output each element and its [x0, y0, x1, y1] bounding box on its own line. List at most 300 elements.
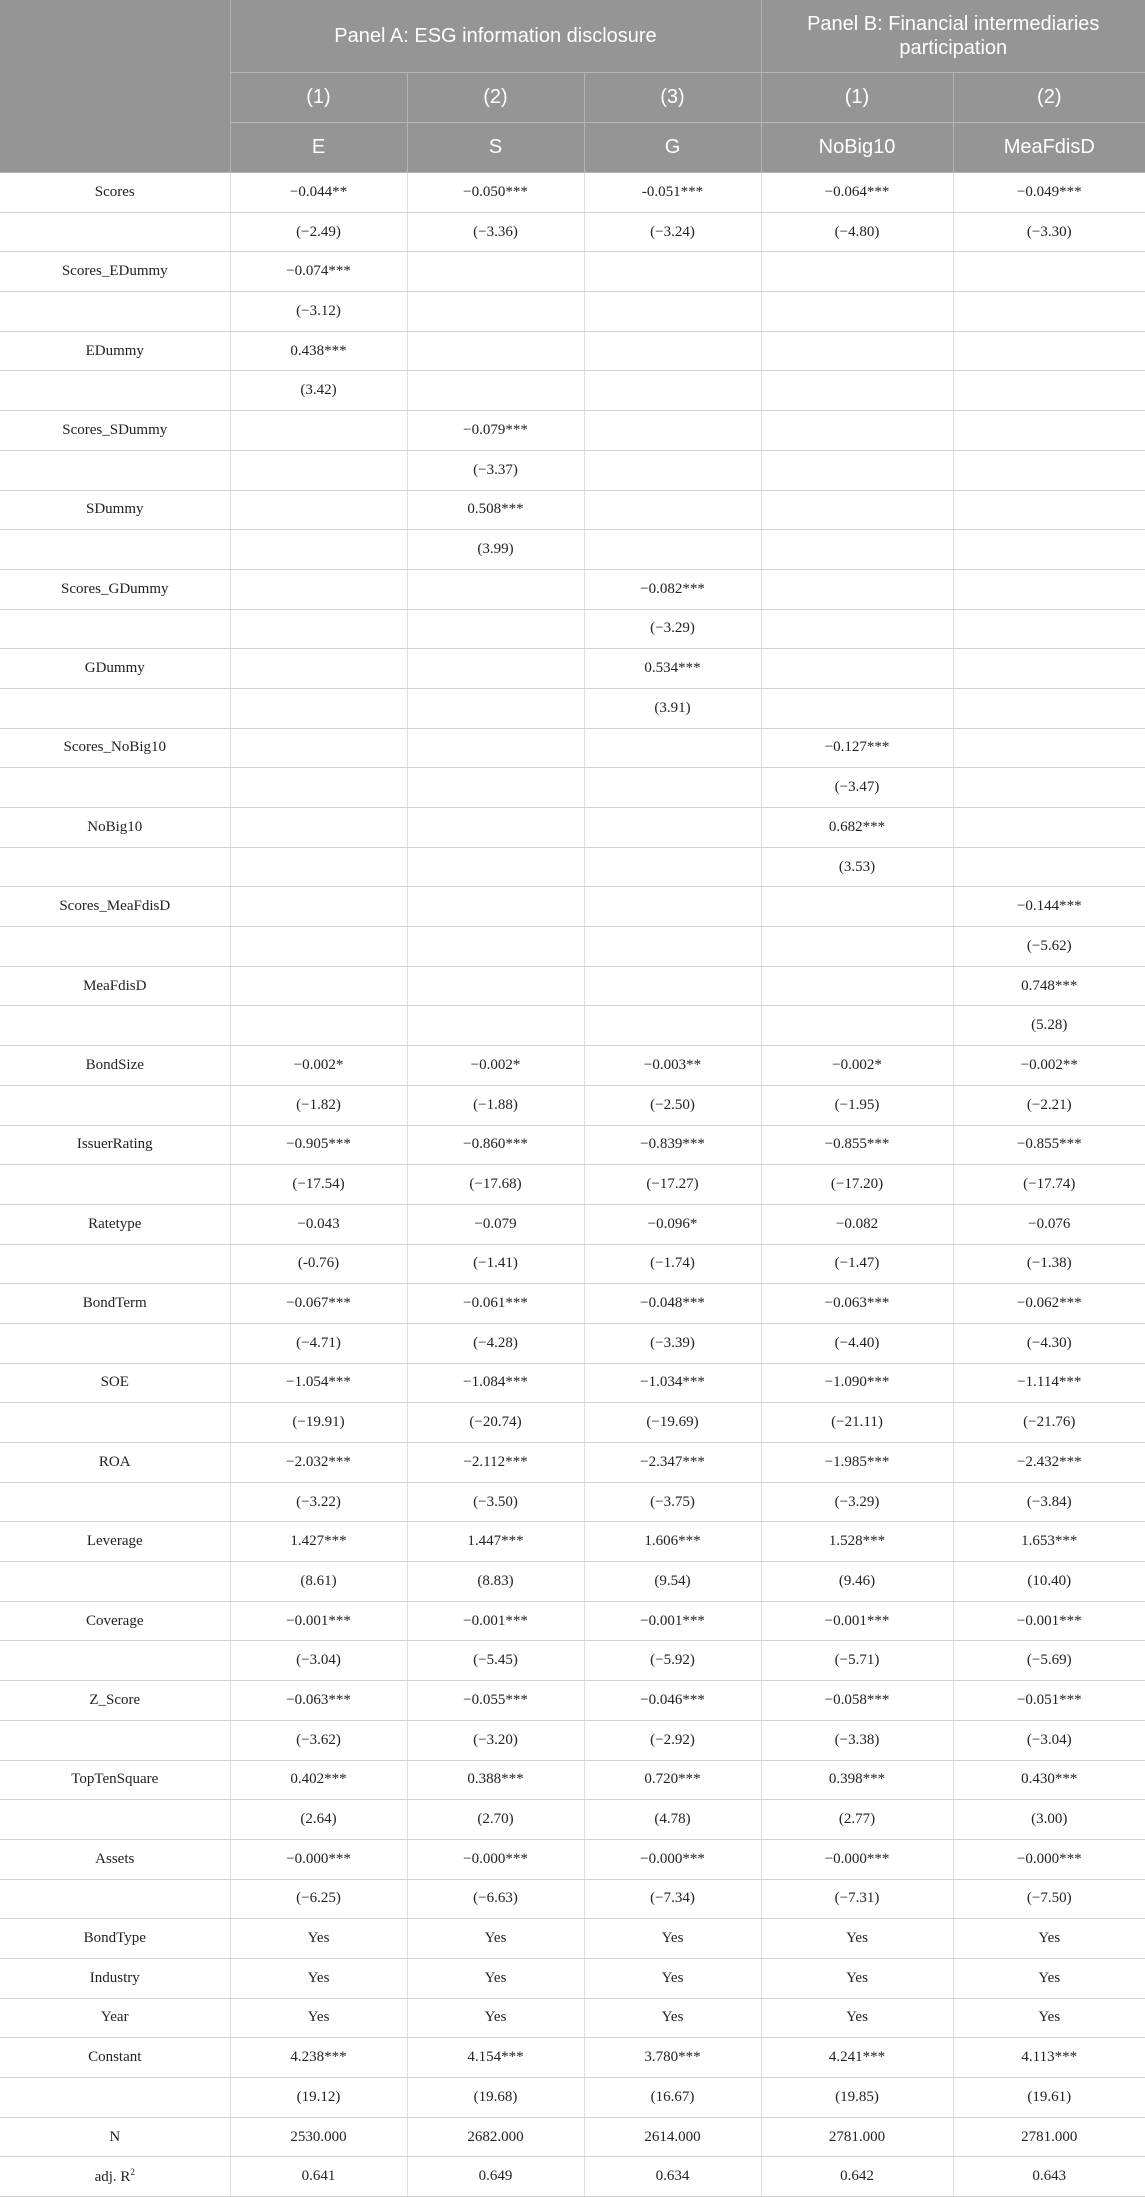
table-cell: (3.00) — [953, 1800, 1145, 1840]
table-cell: 3.780*** — [584, 2038, 761, 2078]
table-cell — [584, 1006, 761, 1046]
table-row — [0, 1443, 1145, 1483]
table-cell: 0.643 — [953, 2157, 1145, 2197]
table-cell — [761, 371, 953, 411]
table-cell — [761, 609, 953, 649]
table-row — [0, 173, 1145, 213]
table-cell: −2.112*** — [407, 1443, 584, 1483]
table-cell — [407, 847, 584, 887]
table-cell: −0.001*** — [407, 1601, 584, 1641]
table-cell: −0.043 — [230, 1204, 407, 1244]
table-cell: 1.528*** — [761, 1522, 953, 1562]
row-label: SOE — [0, 1363, 230, 1403]
table-cell — [953, 371, 1145, 411]
table-cell — [407, 252, 584, 292]
table-cell: 0.508*** — [407, 490, 584, 530]
row-label: Scores_SDummy — [0, 411, 230, 451]
row-label — [0, 609, 230, 649]
table-cell: 1.427*** — [230, 1522, 407, 1562]
table-row — [0, 1800, 1145, 1840]
table-cell: (−6.25) — [230, 1879, 407, 1919]
table-cell: (19.12) — [230, 2078, 407, 2118]
table-cell — [953, 728, 1145, 768]
row-label — [0, 688, 230, 728]
table-cell: −0.855*** — [761, 1125, 953, 1165]
table-cell — [761, 966, 953, 1006]
table-row — [0, 1839, 1145, 1879]
table-cell — [953, 847, 1145, 887]
table-row — [0, 292, 1145, 332]
table-cell: (−5.45) — [407, 1641, 584, 1681]
table-cell: (−1.38) — [953, 1244, 1145, 1284]
table-cell: −0.074*** — [230, 252, 407, 292]
col-name: E — [230, 123, 407, 173]
table-row — [0, 411, 1145, 451]
row-label: N — [0, 2117, 230, 2157]
table-row — [0, 808, 1145, 848]
table-row — [0, 450, 1145, 490]
table-cell — [953, 808, 1145, 848]
row-label: GDummy — [0, 649, 230, 689]
table-cell — [761, 450, 953, 490]
table-cell: (−4.71) — [230, 1323, 407, 1363]
table-row — [0, 569, 1145, 609]
table-row — [0, 490, 1145, 530]
table-cell: (3.99) — [407, 530, 584, 570]
row-label-text: adj. R — [94, 2169, 131, 2186]
table-cell: −0.000*** — [230, 1839, 407, 1879]
row-label — [0, 927, 230, 967]
table-cell: 1.447*** — [407, 1522, 584, 1562]
table-cell — [407, 649, 584, 689]
table-cell: (−7.50) — [953, 1879, 1145, 1919]
table-row — [0, 1681, 1145, 1721]
table-cell: (8.61) — [230, 1562, 407, 1602]
table-header — [0, 0, 1145, 173]
table-cell — [407, 927, 584, 967]
table-cell: 0.438*** — [230, 331, 407, 371]
table-cell: −0.055*** — [407, 1681, 584, 1721]
row-label: Coverage — [0, 1601, 230, 1641]
table-cell: Yes — [953, 1919, 1145, 1959]
table-cell — [230, 490, 407, 530]
table-cell: 0.649 — [407, 2157, 584, 2197]
row-label: IssuerRating — [0, 1125, 230, 1165]
table-cell — [230, 530, 407, 570]
table-cell — [407, 887, 584, 927]
row-label — [0, 1800, 230, 1840]
table-cell: Yes — [953, 1958, 1145, 1998]
table-cell — [761, 887, 953, 927]
table-row — [0, 331, 1145, 371]
table-cell: Yes — [584, 1919, 761, 1959]
table-cell: −0.002* — [761, 1046, 953, 1086]
table-cell: (−3.30) — [953, 212, 1145, 252]
table-cell: 2614.000 — [584, 2117, 761, 2157]
row-label: Z_Score — [0, 1681, 230, 1721]
table-cell: (−3.22) — [230, 1482, 407, 1522]
table-cell: −0.061*** — [407, 1284, 584, 1324]
table-row — [0, 1998, 1145, 2038]
table-cell: (19.68) — [407, 2078, 584, 2118]
table-cell: (−2.21) — [953, 1085, 1145, 1125]
table-cell — [953, 411, 1145, 451]
table-cell: (19.85) — [761, 2078, 953, 2118]
table-cell — [584, 292, 761, 332]
table-cell: (−3.37) — [407, 450, 584, 490]
table-row — [0, 1879, 1145, 1919]
table-cell: −0.076 — [953, 1204, 1145, 1244]
table-cell: 0.398*** — [761, 1760, 953, 1800]
table-cell: 4.154*** — [407, 2038, 584, 2078]
table-row — [0, 887, 1145, 927]
table-cell: −0.127*** — [761, 728, 953, 768]
table-cell: (−5.92) — [584, 1641, 761, 1681]
table-row — [0, 1323, 1145, 1363]
table-cell: (−17.54) — [230, 1165, 407, 1205]
table-cell: −0.002* — [407, 1046, 584, 1086]
table-body — [0, 173, 1145, 2197]
table-cell: Yes — [761, 1958, 953, 1998]
row-label — [0, 212, 230, 252]
table-row — [0, 2078, 1145, 2118]
table-row — [0, 1085, 1145, 1125]
row-label — [0, 1323, 230, 1363]
table-cell: 4.238*** — [230, 2038, 407, 2078]
table-cell: −1.034*** — [584, 1363, 761, 1403]
table-cell — [953, 331, 1145, 371]
table-row — [0, 530, 1145, 570]
table-cell: 0.388*** — [407, 1760, 584, 1800]
table-cell — [761, 490, 953, 530]
table-cell — [953, 649, 1145, 689]
table-row — [0, 1601, 1145, 1641]
row-label — [0, 1244, 230, 1284]
table-cell: (−17.27) — [584, 1165, 761, 1205]
table-row — [0, 1284, 1145, 1324]
table-cell: −0.002** — [953, 1046, 1145, 1086]
table-cell: (−1.95) — [761, 1085, 953, 1125]
table-cell — [230, 966, 407, 1006]
table-row — [0, 1006, 1145, 1046]
table-cell — [761, 569, 953, 609]
row-label: NoBig10 — [0, 808, 230, 848]
table-cell — [230, 768, 407, 808]
table-cell: (−3.24) — [584, 212, 761, 252]
table-cell: −0.082 — [761, 1204, 953, 1244]
table-cell: 0.641 — [230, 2157, 407, 2197]
table-cell: (−2.92) — [584, 1720, 761, 1760]
table-row — [0, 1720, 1145, 1760]
row-label: Ratetype — [0, 1204, 230, 1244]
table-row — [0, 1125, 1145, 1165]
row-label — [0, 292, 230, 332]
table-cell — [230, 649, 407, 689]
table-row — [0, 1482, 1145, 1522]
table-cell: 0.534*** — [584, 649, 761, 689]
table-cell: (3.42) — [230, 371, 407, 411]
table-row — [0, 1403, 1145, 1443]
table-cell: (−3.75) — [584, 1482, 761, 1522]
table-cell: 0.430*** — [953, 1760, 1145, 1800]
table-cell: (−19.69) — [584, 1403, 761, 1443]
table-cell: −0.046*** — [584, 1681, 761, 1721]
table-cell: (9.46) — [761, 1562, 953, 1602]
table-cell: −1.090*** — [761, 1363, 953, 1403]
table-cell: (−4.80) — [761, 212, 953, 252]
table-cell — [761, 331, 953, 371]
table-cell — [953, 490, 1145, 530]
table-cell: (9.54) — [584, 1562, 761, 1602]
table-cell — [584, 887, 761, 927]
table-cell: (−1.47) — [761, 1244, 953, 1284]
table-cell: (−19.91) — [230, 1403, 407, 1443]
table-cell: (−3.04) — [230, 1641, 407, 1681]
table-cell: −0.048*** — [584, 1284, 761, 1324]
row-label — [0, 1720, 230, 1760]
row-label: Constant — [0, 2038, 230, 2078]
table-row — [0, 2038, 1145, 2078]
table-row — [0, 1363, 1145, 1403]
table-cell: 4.241*** — [761, 2038, 953, 2078]
table-cell: (8.83) — [407, 1562, 584, 1602]
table-cell: −0.000*** — [761, 1839, 953, 1879]
table-cell: −0.905*** — [230, 1125, 407, 1165]
panel-b-title: Panel B: Financial intermediaries participation — [761, 0, 1145, 73]
table-cell — [584, 728, 761, 768]
table-cell: −0.063*** — [230, 1681, 407, 1721]
table-cell: (4.78) — [584, 1800, 761, 1840]
table-cell: −0.067*** — [230, 1284, 407, 1324]
table-cell: 2781.000 — [953, 2117, 1145, 2157]
table-cell — [584, 331, 761, 371]
table-cell: (−1.82) — [230, 1085, 407, 1125]
table-row — [0, 1204, 1145, 1244]
table-cell — [407, 688, 584, 728]
col-number: (3) — [584, 73, 761, 123]
table-cell: 2682.000 — [407, 2117, 584, 2157]
table-cell: −0.000*** — [953, 1839, 1145, 1879]
table-cell: (−17.68) — [407, 1165, 584, 1205]
table-row — [0, 1641, 1145, 1681]
table-cell — [407, 768, 584, 808]
table-cell: (10.40) — [953, 1562, 1145, 1602]
table-row — [0, 688, 1145, 728]
table-cell: −0.000*** — [407, 1839, 584, 1879]
table-cell — [761, 688, 953, 728]
row-label: BondTerm — [0, 1284, 230, 1324]
table-cell — [407, 808, 584, 848]
table-cell — [584, 450, 761, 490]
table-cell: (5.28) — [953, 1006, 1145, 1046]
table-cell — [584, 966, 761, 1006]
table-cell: Yes — [407, 1919, 584, 1959]
table-row — [0, 927, 1145, 967]
row-label: Scores_EDummy — [0, 252, 230, 292]
table-cell — [953, 569, 1145, 609]
table-cell: −0.001*** — [584, 1601, 761, 1641]
table-row — [0, 1562, 1145, 1602]
col-name: MeaFdisD — [953, 123, 1145, 173]
table-row — [0, 2157, 1145, 2197]
table-cell: (19.61) — [953, 2078, 1145, 2118]
table-cell — [953, 530, 1145, 570]
table-cell — [953, 292, 1145, 332]
table-row — [0, 728, 1145, 768]
row-label — [0, 1562, 230, 1602]
row-label: ROA — [0, 1443, 230, 1483]
table-cell: −0.001*** — [230, 1601, 407, 1641]
row-label: Industry — [0, 1958, 230, 1998]
table-cell: 0.720*** — [584, 1760, 761, 1800]
table-cell: (−1.74) — [584, 1244, 761, 1284]
row-label — [0, 847, 230, 887]
row-label: Scores_NoBig10 — [0, 728, 230, 768]
table-cell — [953, 252, 1145, 292]
row-label: Assets — [0, 1839, 230, 1879]
table-cell: −0.064*** — [761, 173, 953, 213]
table-cell: −0.860*** — [407, 1125, 584, 1165]
table-cell: −0.144*** — [953, 887, 1145, 927]
table-cell — [761, 252, 953, 292]
table-cell — [230, 728, 407, 768]
row-label: SDummy — [0, 490, 230, 530]
table-cell: −0.000*** — [584, 1839, 761, 1879]
table-row — [0, 1760, 1145, 1800]
table-cell: Yes — [230, 1998, 407, 2038]
table-cell: (−17.20) — [761, 1165, 953, 1205]
table-cell — [230, 609, 407, 649]
row-label — [0, 1165, 230, 1205]
row-label — [0, 530, 230, 570]
table-cell: (2.70) — [407, 1800, 584, 1840]
table-cell: (−5.62) — [953, 927, 1145, 967]
table-cell: −0.050*** — [407, 173, 584, 213]
table-cell: (−4.40) — [761, 1323, 953, 1363]
table-cell: (-0.76) — [230, 1244, 407, 1284]
table-cell — [761, 411, 953, 451]
table-cell: −0.063*** — [761, 1284, 953, 1324]
table-cell: (−3.47) — [761, 768, 953, 808]
table-cell — [230, 450, 407, 490]
table-cell: −0.096* — [584, 1204, 761, 1244]
table-row — [0, 252, 1145, 292]
panel-a-title: Panel A: ESG information disclosure — [230, 0, 761, 73]
table-cell — [407, 728, 584, 768]
table-cell — [584, 411, 761, 451]
table-cell — [407, 966, 584, 1006]
row-label — [0, 768, 230, 808]
row-label: Scores_MeaFdisD — [0, 887, 230, 927]
table-cell: (−2.49) — [230, 212, 407, 252]
table-cell — [407, 609, 584, 649]
table-cell: 4.113*** — [953, 2038, 1145, 2078]
table-cell: 0.682*** — [761, 808, 953, 848]
table-cell: 1.606*** — [584, 1522, 761, 1562]
table-cell: 0.402*** — [230, 1760, 407, 1800]
row-label-superscript: 2 — [130, 2167, 135, 2178]
table-row — [0, 768, 1145, 808]
row-label — [0, 1482, 230, 1522]
table-cell — [230, 887, 407, 927]
col-number: (2) — [407, 73, 584, 123]
table-cell: (2.77) — [761, 1800, 953, 1840]
table-row — [0, 966, 1145, 1006]
table-cell: −0.001*** — [953, 1601, 1145, 1641]
table-cell: Yes — [407, 1998, 584, 2038]
table-cell: 1.653*** — [953, 1522, 1145, 1562]
table-cell: (−4.30) — [953, 1323, 1145, 1363]
table-cell — [407, 569, 584, 609]
table-cell: −0.062*** — [953, 1284, 1145, 1324]
row-label: BondSize — [0, 1046, 230, 1086]
table-cell: −0.001*** — [761, 1601, 953, 1641]
table-cell: −0.002* — [230, 1046, 407, 1086]
table-cell — [230, 569, 407, 609]
row-label: Scores — [0, 173, 230, 213]
table-cell — [584, 927, 761, 967]
row-label: EDummy — [0, 331, 230, 371]
table-cell — [230, 411, 407, 451]
table-cell: (3.91) — [584, 688, 761, 728]
table-cell: (−21.11) — [761, 1403, 953, 1443]
table-row — [0, 649, 1145, 689]
table-cell — [407, 371, 584, 411]
table-cell — [230, 1006, 407, 1046]
table-cell: −1.054*** — [230, 1363, 407, 1403]
table-cell: (−3.29) — [584, 609, 761, 649]
table-cell: Yes — [584, 1998, 761, 2038]
table-cell: (−17.74) — [953, 1165, 1145, 1205]
table-cell: (−1.88) — [407, 1085, 584, 1125]
table-cell: (−3.39) — [584, 1323, 761, 1363]
table-cell — [230, 847, 407, 887]
row-label: Year — [0, 1998, 230, 2038]
table-cell: (−5.69) — [953, 1641, 1145, 1681]
table-cell: 2530.000 — [230, 2117, 407, 2157]
table-cell: (−3.36) — [407, 212, 584, 252]
table-cell: -0.051*** — [584, 173, 761, 213]
table-cell: −0.051*** — [953, 1681, 1145, 1721]
table-cell: (−2.50) — [584, 1085, 761, 1125]
table-cell: 0.642 — [761, 2157, 953, 2197]
table-cell — [953, 609, 1145, 649]
table-cell: −0.044** — [230, 173, 407, 213]
col-name: S — [407, 123, 584, 173]
table-cell — [407, 331, 584, 371]
col-number: (2) — [953, 73, 1145, 123]
table-cell: (3.53) — [761, 847, 953, 887]
table-cell — [761, 530, 953, 570]
row-label — [0, 2078, 230, 2118]
table-cell: −0.058*** — [761, 1681, 953, 1721]
table-cell: 0.634 — [584, 2157, 761, 2197]
table-cell: (−5.71) — [761, 1641, 953, 1681]
table-cell — [230, 688, 407, 728]
table-cell: (−3.29) — [761, 1482, 953, 1522]
table-row — [0, 1958, 1145, 1998]
table-cell: −0.839*** — [584, 1125, 761, 1165]
table-row — [0, 847, 1145, 887]
table-cell: Yes — [761, 1919, 953, 1959]
table-cell: (−20.74) — [407, 1403, 584, 1443]
table-cell: (−3.62) — [230, 1720, 407, 1760]
table-cell: (−21.76) — [953, 1403, 1145, 1443]
row-label — [0, 1879, 230, 1919]
row-label: Leverage — [0, 1522, 230, 1562]
table-row — [0, 1244, 1145, 1284]
row-label — [0, 2157, 230, 2197]
